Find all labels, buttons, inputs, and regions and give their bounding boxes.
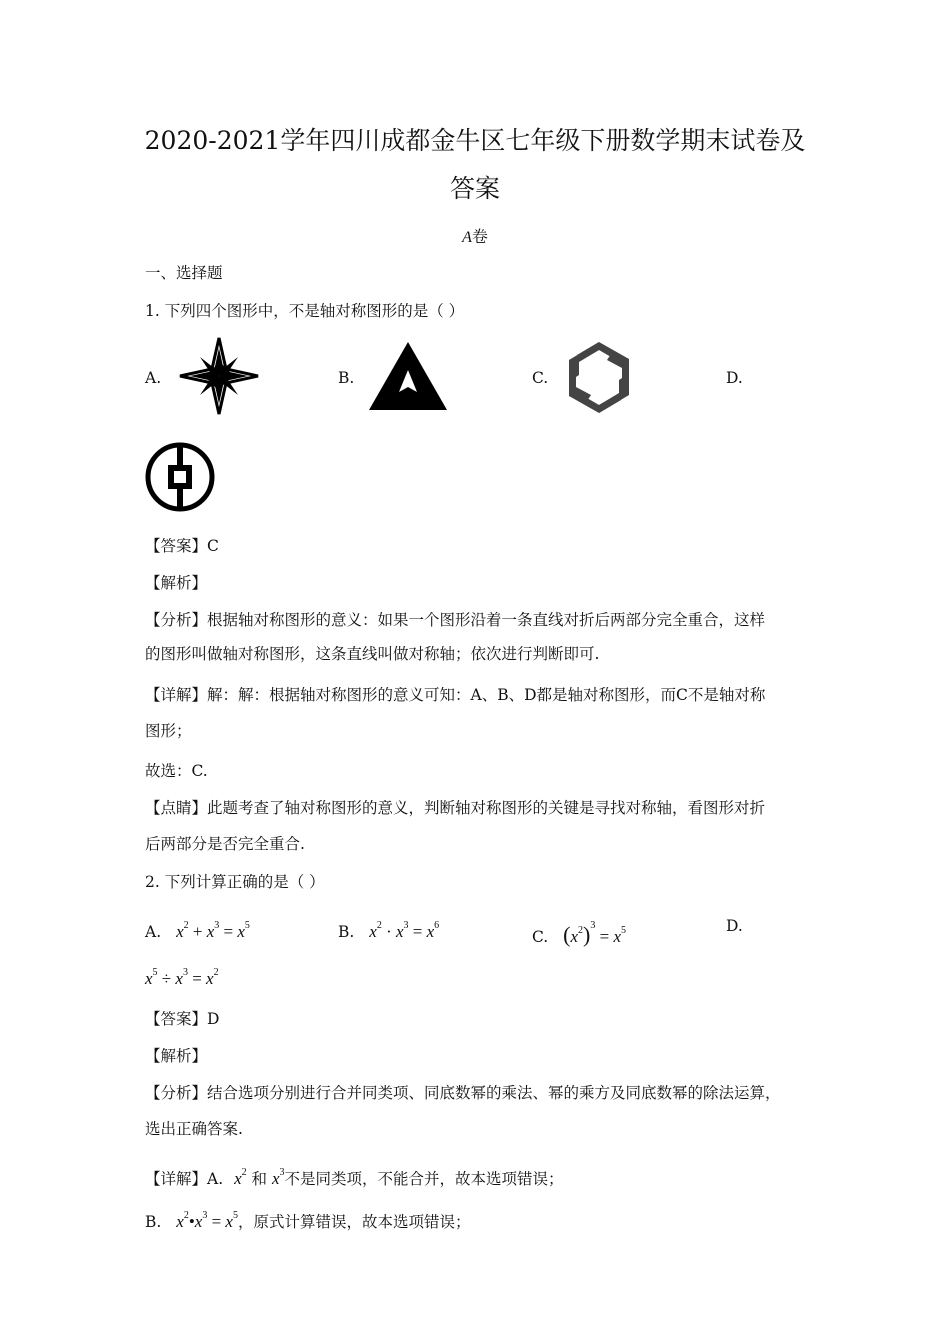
q2-analysis-line1: 【分析】结合选项分别进行合并同类项、同底数幂的乘法、幂的乘方及同底数幂的除法运算， [145, 1084, 781, 1102]
q2-option-c: C. $(x^2)^3 = x^5$ [532, 920, 627, 947]
q1-option-c-label: C. [532, 369, 549, 387]
coin-figure [144, 441, 216, 513]
q1-analysis-heading: 【解析】 [145, 574, 208, 592]
q2-stem: 2. 下列计算正确的是（ ） [145, 873, 325, 891]
q1-analysis-line1: 【分析】根据轴对称图形的意义：如果一个图形沿着一条直线对折后两部分完全重合，这样 [145, 611, 766, 629]
triangle-figure [367, 340, 449, 412]
q2-option-b: B. $x^2 \cdot x^3 = x^6$ [338, 920, 440, 941]
q1-analysis-line2: 的图形叫做轴对称图形，这条直线叫做对称轴；依次进行判断即可. [145, 645, 600, 663]
q1-answer: 【答案】C [145, 537, 219, 555]
q1-comment-line1: 【点睛】此题考查了轴对称图形的意义，判断轴对称图形的关键是寻找对称轴，看图形对折 [145, 799, 766, 817]
q1-stem: 1. 下列四个图形中，不是轴对称图形的是（ ） [145, 302, 465, 320]
q1-comment-line2: 后两部分是否完全重合. [145, 835, 305, 853]
q1-option-b-label: B. [338, 369, 355, 387]
hexagon-swirl-figure [563, 340, 635, 416]
doc-title-line1: 2020-2021学年四川成都金牛区七年级下册数学期末试卷及 [144, 126, 806, 155]
compass-star-figure [178, 336, 260, 416]
q2-detail-a: 【详解】A. $x^2$ 和 $x^3$不是同类项，不能合并，故本选项错误； [145, 1167, 564, 1188]
q1-option-a-label: A. [145, 369, 162, 387]
q2-answer: 【答案】D [145, 1010, 220, 1028]
doc-title-line2: 答案 [449, 174, 500, 203]
q1-option-d-label: D. [726, 369, 743, 387]
q2-option-d-label: D. [726, 917, 743, 935]
q2-detail-b: B. $x^2•x^3 = x^5$，原式计算错误，故本选项错误； [145, 1210, 471, 1231]
q1-choice: 故选：C. [145, 762, 208, 780]
q2-analysis-line2: 选出正确答案. [145, 1120, 243, 1138]
q1-detail-line1: 【详解】解：解：根据轴对称图形的意义可知：A、B、D都是轴对称图形，而C不是轴对称 [145, 686, 766, 704]
q2-option-a: A. $x^2 + x^3 = x^5$ [145, 920, 250, 941]
q2-analysis-heading: 【解析】 [145, 1047, 208, 1065]
section-heading: 一、选择题 [145, 264, 223, 282]
q2-option-d-formula: $x^5 \div x^3 = x^2$ [145, 967, 219, 988]
q1-detail-line2: 图形； [145, 722, 192, 740]
doc-subtitle: A卷 [462, 227, 488, 246]
